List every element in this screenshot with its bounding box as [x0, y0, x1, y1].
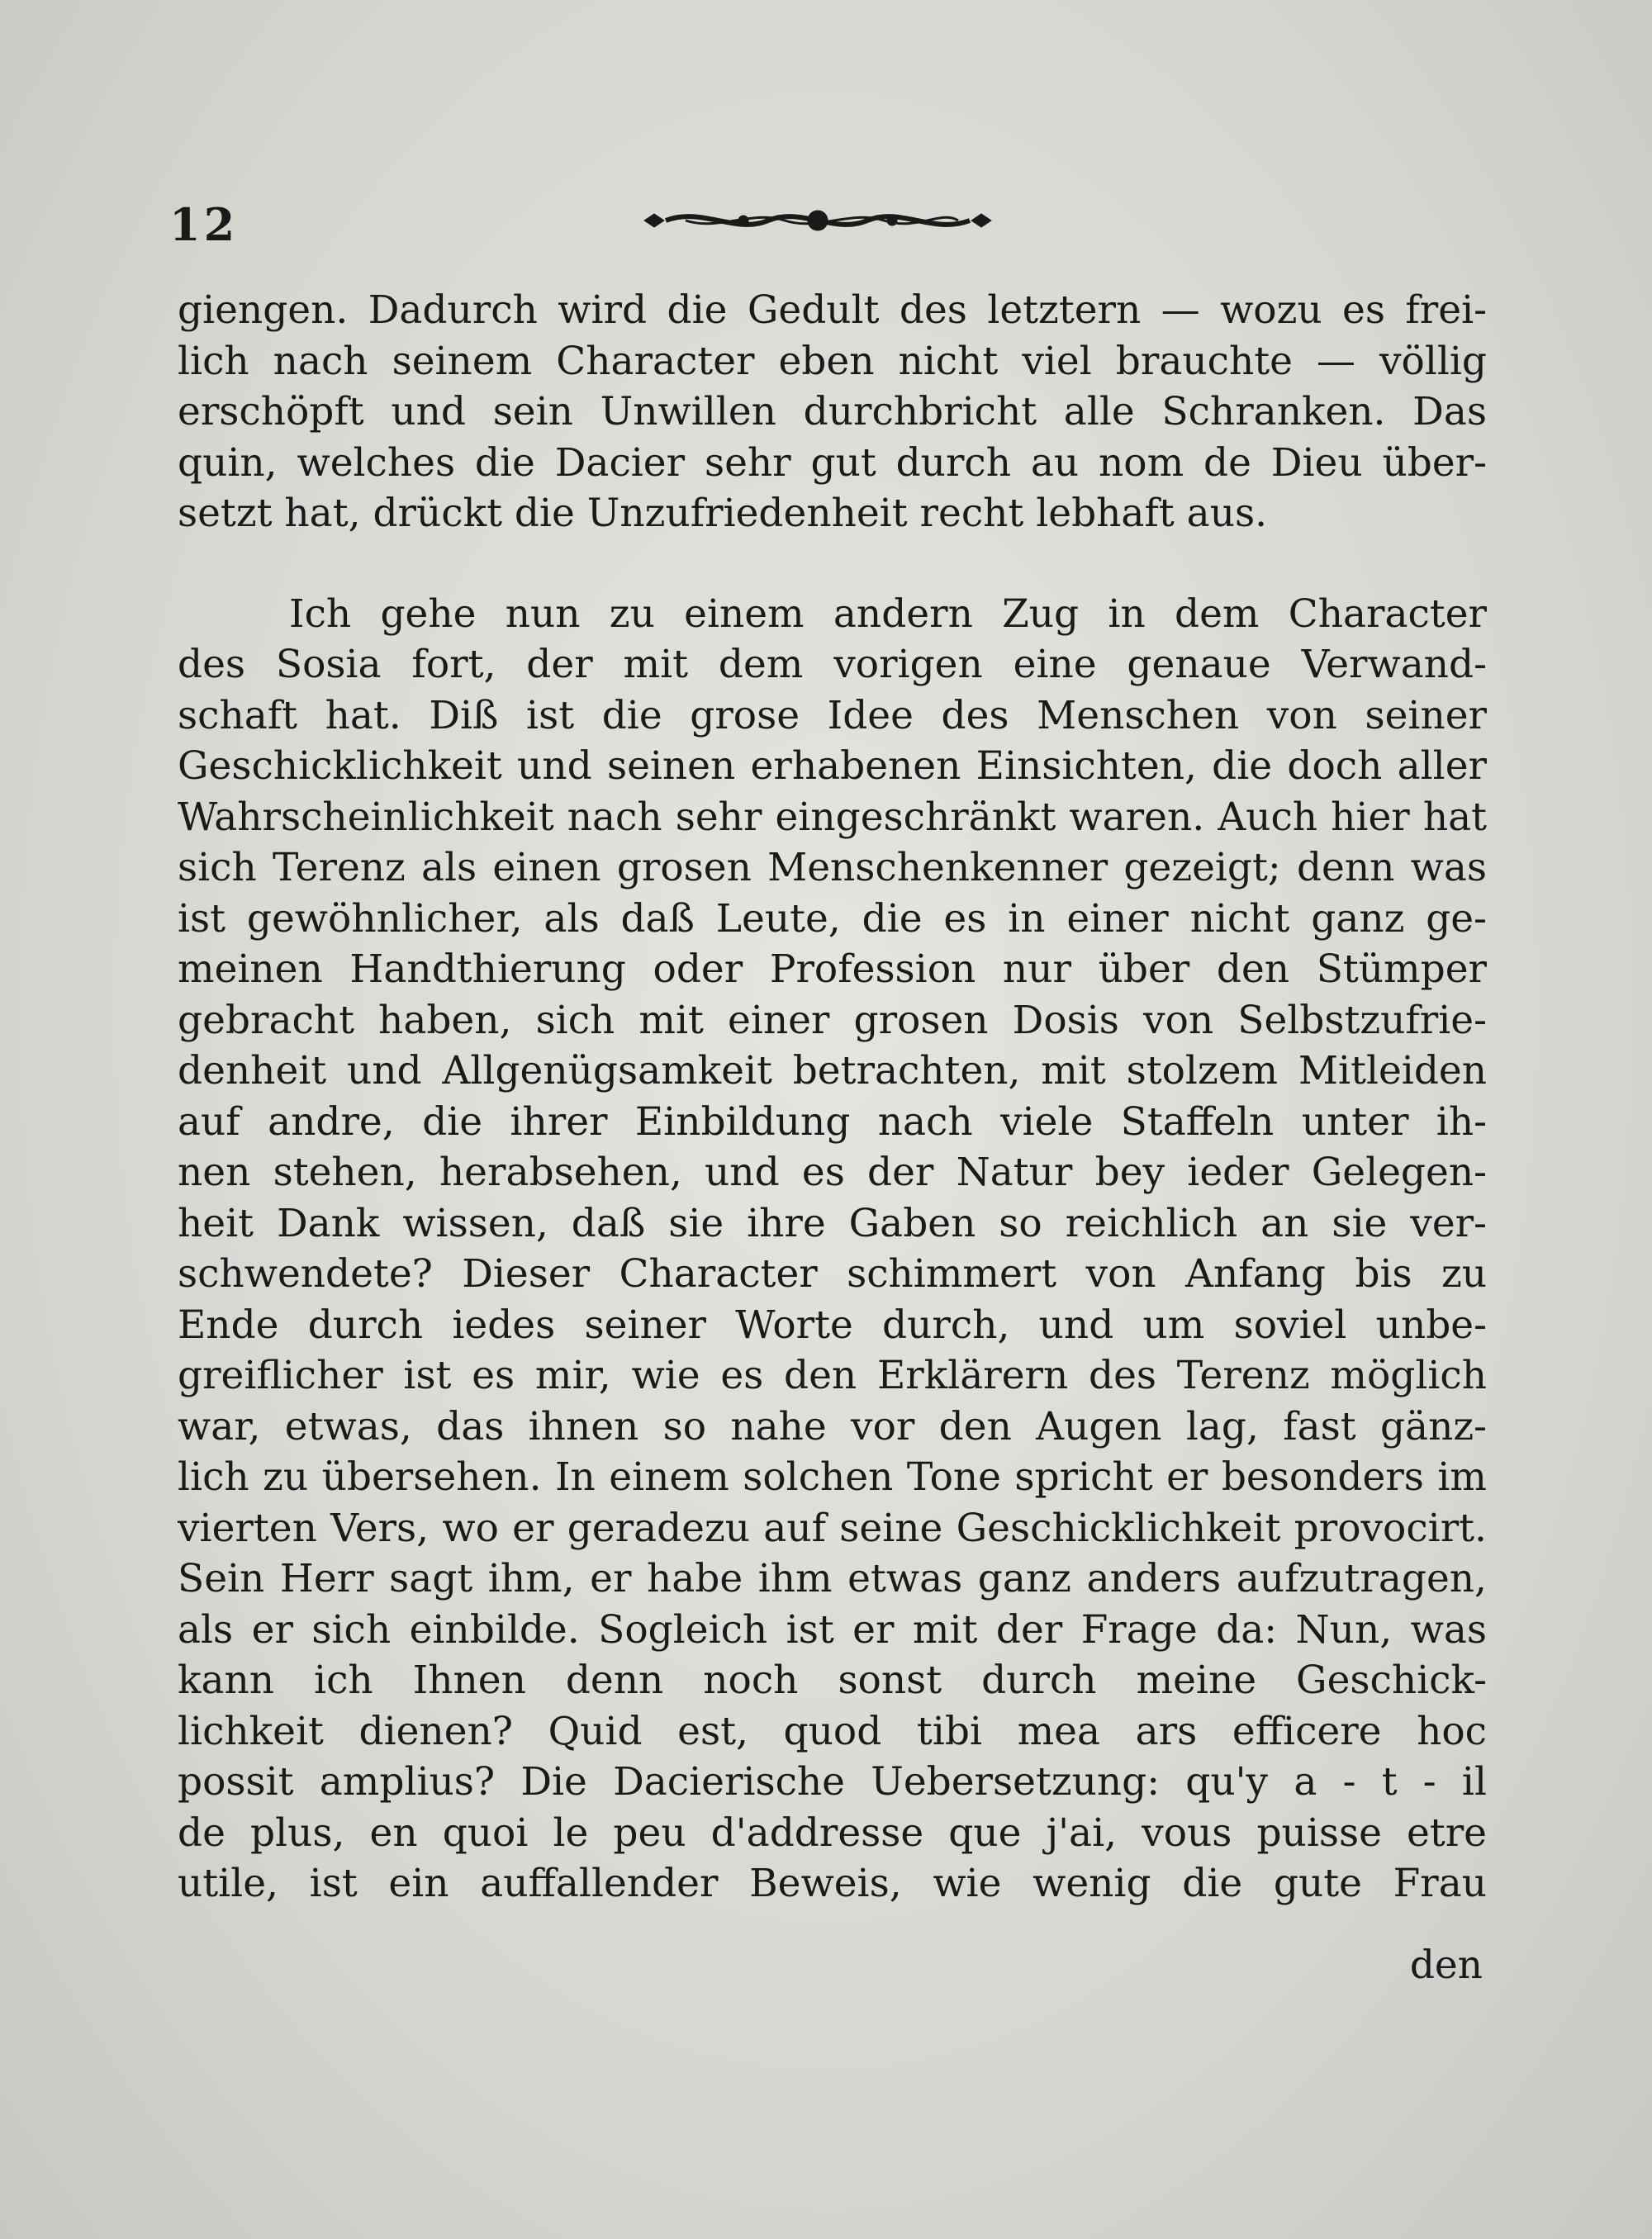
text-line: Ende durch iedes seiner Worte durch, und um soviel unbe- — [178, 1302, 1487, 1348]
text-line: lich zu übersehen. In einem solchen Tone spricht er besonders im — [178, 1454, 1487, 1500]
text-line: quin, welches die Dacier sehr gut durch au nom de Dieu über- — [178, 439, 1487, 486]
text-line: gebracht haben, sich mit einer grosen Dosis von Selbstzufrie- — [178, 997, 1487, 1043]
text-line: ist gewöhnlicher, als daß Leute, die es in einer nicht ganz ge- — [178, 895, 1487, 942]
text-line: Geschicklichkeit und seinen erhabenen Einsichten, die doch aller — [178, 743, 1487, 789]
body-text — [178, 285, 1487, 1909]
text-line: erschöpft und sein Unwillen durchbricht alle Schranken. Das — [178, 389, 1487, 434]
text-line: Sein Herr sagt ihm, er habe ihm etwas ganz anders aufzutragen, — [178, 1556, 1487, 1601]
text-line: sich Terenz als einen grosen Menschenkenner gezeigt; denn was — [178, 845, 1487, 890]
text-line: setzt hat, drückt die Unzufriedenheit recht lebhaft aus. — [178, 491, 1268, 536]
text-line: greiflicher ist es mir, wie es den Erklärern des Terenz möglich — [178, 1353, 1487, 1398]
text-line: auf andre, die ihrer Einbildung nach viele Staffeln unter ih- — [178, 1098, 1487, 1145]
text-line: war, etwas, das ihnen so nahe vor den Augen lag, fast gänz- — [178, 1403, 1487, 1449]
page-number: 12 — [169, 198, 239, 251]
text-line: giengen. Dadurch wird die Gedult des letztern — wozu es frei- — [178, 287, 1487, 333]
text-line: schaft hat. Diß ist die grose Idee des Menschen von seiner — [178, 692, 1487, 738]
text-line: heit Dank wissen, daß sie ihre Gaben so reichlich an sie ver- — [178, 1200, 1487, 1246]
text-line: des Sosia fort, der mit dem vorigen eine genaue Verwand- — [178, 642, 1487, 687]
text-line: denheit und Allgenügsamkeit betrachten, mit stolzem Mitleiden — [178, 1048, 1487, 1093]
text-line: als er sich einbilde. Sogleich ist er mit der Frage da: Nun, was — [178, 1606, 1487, 1653]
text-line: schwendete? Dieser Character schimmert von Anfang bis zu — [178, 1251, 1487, 1297]
text-line: Ich gehe nun zu einem andern Zug in dem Character — [289, 591, 1487, 637]
text-line: lichkeit dienen? Quid est, quod tibi mea ars efficere hoc — [178, 1708, 1487, 1754]
text-line: utile, ist ein auffallender Beweis, wie wenig die gute Frau — [178, 1861, 1487, 1906]
text-line: Wahrscheinlichkeit nach sehr eingeschränkt waren. Auch hier hat — [178, 794, 1487, 840]
text-line: possit amplius? Die Dacierische Uebersetzung: qu'y a - t - il — [178, 1759, 1487, 1805]
catchword: den — [1409, 1943, 1483, 1988]
text-line: nen stehen, herabsehen, und es der Natur bey ieder Gelegen- — [178, 1150, 1487, 1195]
printer-ornament-icon — [636, 192, 999, 249]
text-line: vierten Vers, wo er geradezu auf seine Geschicklichkeit provocirt. — [178, 1505, 1487, 1551]
text-line: meinen Handthierung oder Profession nur über den Stümper — [178, 946, 1487, 992]
text-line: lich nach seinem Character eben nicht viel brauchte — völlig — [178, 338, 1487, 384]
paragraph-gap — [178, 539, 1487, 589]
text-line: kann ich Ihnen denn noch sonst durch meine Geschick- — [178, 1658, 1487, 1703]
text-line: de plus, en quoi le peu d'addresse que j'ai, vous puisse etre — [178, 1810, 1487, 1856]
